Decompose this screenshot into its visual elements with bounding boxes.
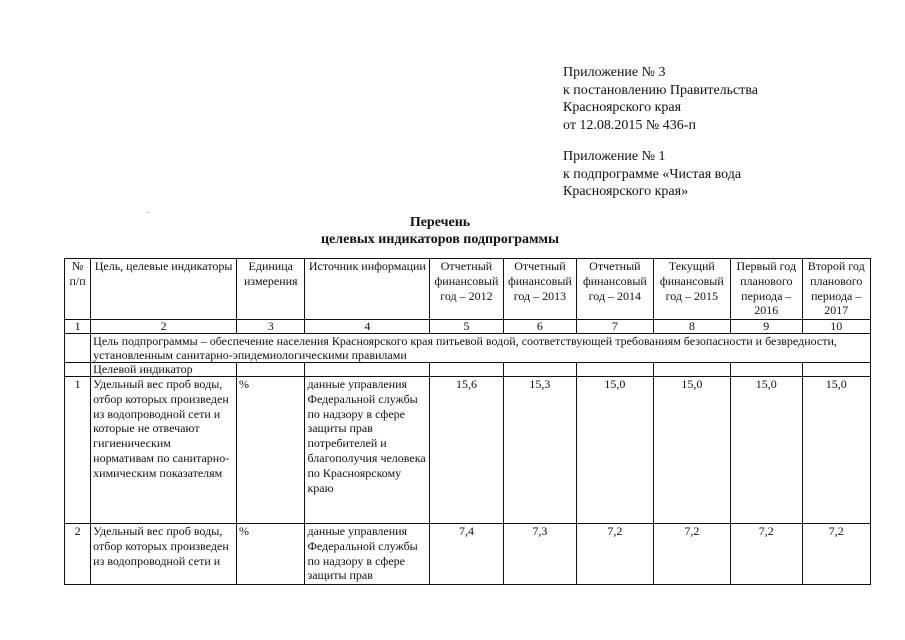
indicator-name: Удельный вес проб воды, отбор которых произведен из водопроводной сети и <box>91 524 237 585</box>
indicator-source: данные управления Федеральной службы по надзору в сфере защиты прав <box>305 524 430 585</box>
value-2013: 7,3 <box>503 524 576 585</box>
value-2014: 15,0 <box>577 377 653 524</box>
appendix-3-block <box>563 64 758 134</box>
header-cell: Единица измерения <box>237 259 305 320</box>
header-cell: № п/п <box>65 259 91 320</box>
column-number: 4 <box>305 320 430 334</box>
appendix-1-line: к подпрограмме «Чистая вода <box>563 166 742 182</box>
scan-artifact <box>147 212 149 213</box>
document-title: Перечень <box>409 215 471 230</box>
column-number: 9 <box>731 320 802 334</box>
appendix-1-line: Красноярского края» <box>563 184 689 199</box>
goal-row <box>65 334 871 363</box>
indicator-unit: % <box>237 377 305 524</box>
header-cell: Цель, целевые индикаторы <box>91 259 237 320</box>
column-number: 3 <box>237 320 305 334</box>
appendix-3-line: Красноярского края <box>563 100 682 115</box>
appendix-1-block <box>563 148 741 201</box>
goal-empty-cell <box>65 334 91 363</box>
value-2016: 7,2 <box>731 524 802 585</box>
indicator-source: данные управления Федеральной службы по надзору в сфере защиты прав потребителей и благополучия человека по Красноярскому краю <box>305 377 430 524</box>
section-label: Целевой индикатор <box>91 363 237 377</box>
header-cell: Первый год планового периода – 2016 <box>731 259 802 320</box>
header-cell: Источник информации <box>305 259 430 320</box>
appendix-3-line: от 12.08.2015 № 436-п <box>563 117 696 133</box>
column-number: 10 <box>802 320 870 334</box>
row-number: 2 <box>65 524 91 585</box>
value-2014: 7,2 <box>577 524 653 585</box>
header-cell: Отчетный финансовый год – 2014 <box>577 259 653 320</box>
column-number: 2 <box>91 320 237 334</box>
value-2015: 7,2 <box>653 524 730 585</box>
appendix-1-line: Приложение № 1 <box>563 149 666 164</box>
appendix-3-line: к постановлению Правительства <box>563 82 759 98</box>
header-cell: Отчетный финансовый год – 2012 <box>430 259 503 320</box>
row-number: 1 <box>65 377 91 524</box>
header-cell: Второй год планового периода – 2017 <box>802 259 870 320</box>
value-2015: 15,0 <box>653 377 730 524</box>
goal-text: Цель подпрограммы – обеспечение населения Красноярского края питьевой водой, соответствующей требованиям безопасности и безвредности, установленным санитарно-эпидемиологическими правилами <box>91 334 871 363</box>
column-number: 8 <box>653 320 730 334</box>
indicator-unit: % <box>237 524 305 585</box>
document-subtitle: целевых индикаторов подпрограммы <box>320 232 560 247</box>
column-number: 7 <box>577 320 653 334</box>
value-2013: 15,3 <box>503 377 576 524</box>
value-2016: 15,0 <box>731 377 802 524</box>
column-number: 5 <box>430 320 503 334</box>
section-row <box>65 363 871 377</box>
section-empty-cell <box>65 363 91 377</box>
table-row <box>65 524 871 585</box>
value-2012: 15,6 <box>430 377 503 524</box>
value-2012: 7,4 <box>430 524 503 585</box>
indicators-table <box>64 258 871 585</box>
column-number: 1 <box>65 320 91 334</box>
header-cell: Отчетный финансовый год – 2013 <box>503 259 576 320</box>
header-cell: Текущий финансовый год – 2015 <box>653 259 730 320</box>
appendix-3-line: Приложение № 3 <box>563 65 666 80</box>
value-2017: 15,0 <box>802 377 870 524</box>
table-row <box>65 377 871 524</box>
column-number-row <box>65 320 871 334</box>
indicator-name: Удельный вес проб воды, отбор которых произведен из водопроводной сети и которые не отвечают гигиеническим нормативам по санитарно-химическим показателям <box>91 377 237 524</box>
table-header-row <box>65 259 871 320</box>
column-number: 6 <box>503 320 576 334</box>
value-2017: 7,2 <box>802 524 870 585</box>
